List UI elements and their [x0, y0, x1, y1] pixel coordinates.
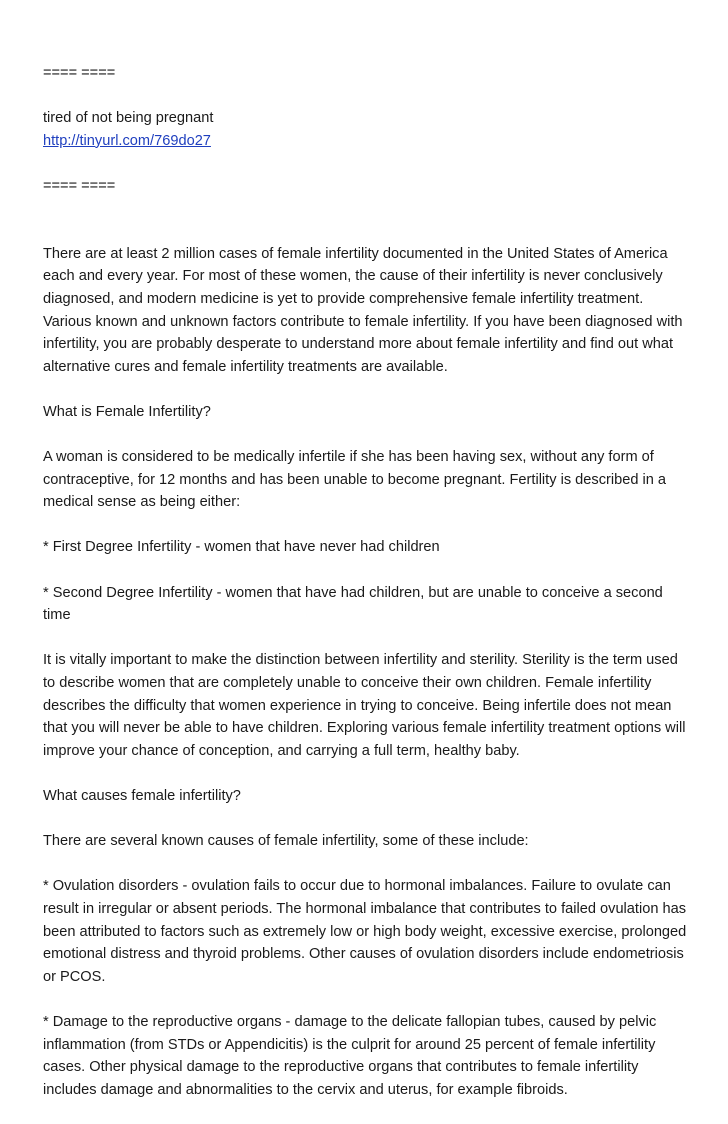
- section-heading-what-is: What is Female Infertility?: [43, 403, 211, 420]
- promo-block: [43, 107, 693, 152]
- promo-link[interactable]: http://tinyurl.com/769do27: [43, 132, 211, 149]
- bullet-second-degree: * Second Degree Infertility - women that have had children, but are unable to conceive a second time: [43, 584, 663, 624]
- separator-top: ==== ====: [43, 65, 116, 81]
- document-page: [43, 62, 693, 1124]
- section-heading-causes: What causes female infertility?: [43, 788, 241, 804]
- bullet-first-degree: * First Degree Infertility - women that have never had children: [43, 539, 440, 556]
- distinction-paragraph: It is vitally important to make the distinction between infertility and sterility. Sterility is the term used to describe women that are completely unable to conceive their own children. Female infertility describes the difficulty that women experience in trying to conceive. Being infertile does not mean that you will never be able to have children. Exploring various female infertility treatment options will improve your chance of conception, and carrying a full term, healthy baby.: [43, 652, 686, 759]
- definition-paragraph: A woman is considered to be medically infertile if she has been having sex, without any form of contraceptive, for 12 months and has been unable to become pregnant. Fertility is described in a medical sense as being either:: [43, 449, 667, 511]
- intro-paragraph: There are at least 2 million cases of female infertility documented in the United States of America each and every year. For most of these women, the cause of their infertility is never conclusively diagnosed, and modern medicine is yet to provide comprehensive female infertility treatment. Various known and unknown factors contribute to female infertility. If you have been diagnosed with infertility, you are probably desperate to understand more about female infertility and find out what alternative cures and female infertility treatments are available.: [43, 245, 683, 375]
- bullet-ovulation-disorders: * Ovulation disorders - ovulation fails to occur due to hormonal imbalances. Failure to ovulate can result in irregular or absent periods. The hormonal imbalance that contributes to failed ovulation has been attributed to factors such as extremely low or high body weight, excessive exercise, prolonged emotional distress and thyroid problems. Other causes of ovulation disorders include endometriosis or PCOS.: [43, 878, 687, 985]
- separator-bottom: ==== ====: [43, 177, 116, 194]
- bullet-reproductive-damage: * Damage to the reproductive organs - damage to the delicate fallopian tubes, caused by pelvic inflammation (from STDs or Appendicitis) is the culprit for around 25 percent of female infertility cases. Other physical damage to the reproductive organs that contributes to female infertility includes damage and abnormalities to the cervix and uterus, for example fibroids.: [43, 1013, 657, 1098]
- promo-text: tired of not being pregnant: [43, 110, 214, 127]
- causes-intro: There are several known causes of female infertility, some of these include:: [43, 833, 529, 850]
